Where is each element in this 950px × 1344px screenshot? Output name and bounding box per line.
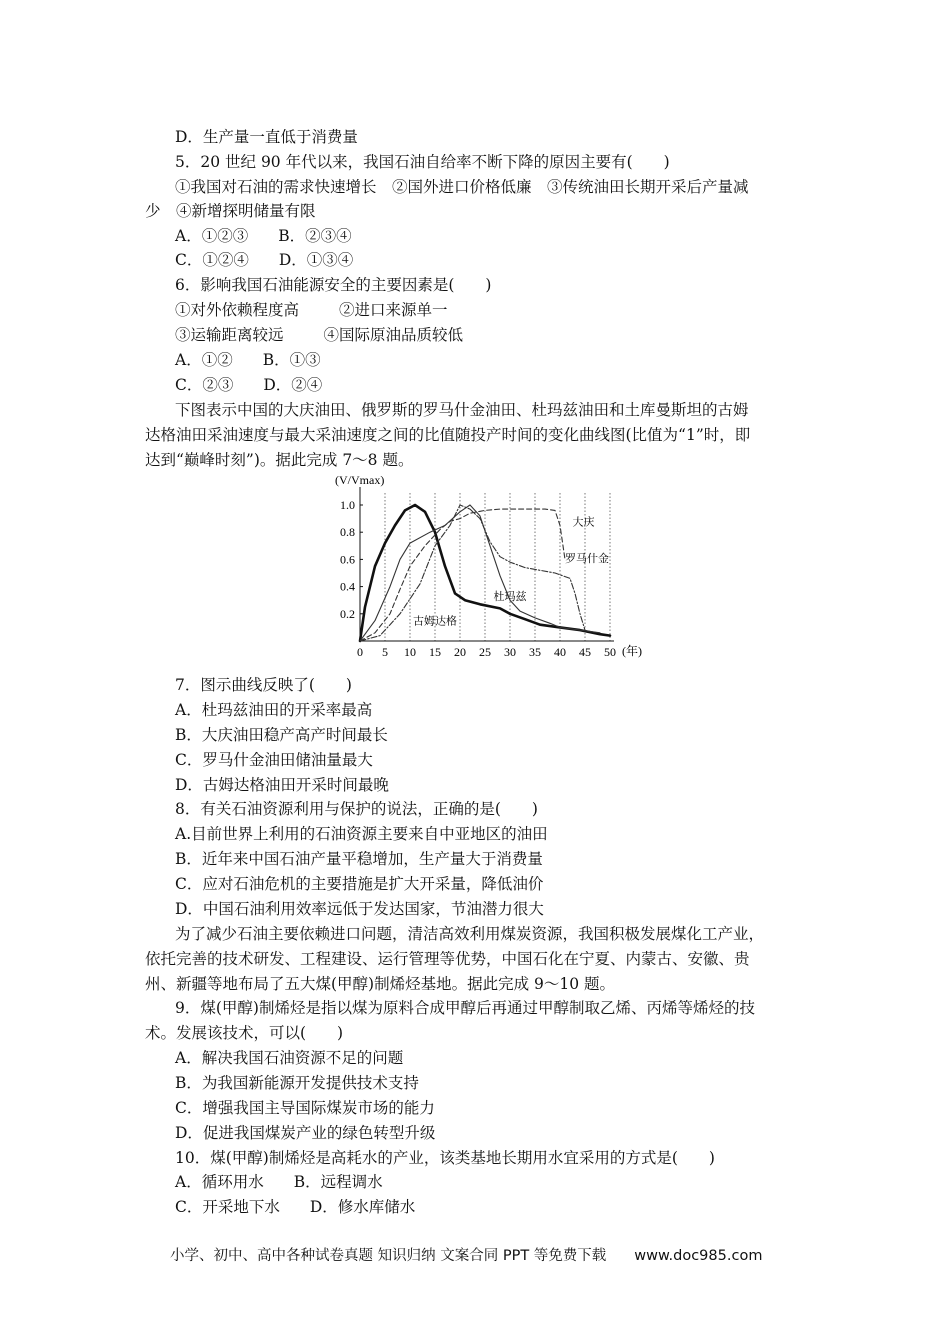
q5-option-d: D．①③④ bbox=[278, 251, 354, 269]
q5-option-a: A．①②③ bbox=[175, 227, 249, 245]
q9-option-b: B．为我国新能源开发提供技术支持 bbox=[175, 1074, 419, 1092]
oilfield-chart bbox=[325, 470, 655, 665]
x-tick-label: 45 bbox=[579, 645, 591, 659]
q10-options-ab bbox=[175, 1171, 383, 1193]
q5-option-c: C．①②④ bbox=[175, 251, 249, 269]
x-tick-label: 35 bbox=[529, 645, 541, 659]
y-tick-label: 0.4 bbox=[340, 579, 355, 594]
y-tick-label: 1.0 bbox=[340, 498, 355, 512]
q6-statement-2: ②进口来源单一 bbox=[339, 301, 448, 319]
x-tick-label: 20 bbox=[454, 645, 466, 659]
series-label: 古姆达格 bbox=[413, 614, 457, 628]
series-label: 杜玛兹 bbox=[493, 590, 527, 604]
q7-option-b: B．大庆油田稳产高产时间最长 bbox=[175, 726, 388, 744]
x-tick-label: 5 bbox=[382, 645, 388, 659]
q5-stem: 5．20 世纪 90 年代以来，我国石油自给率不断下降的原因主要有( ) bbox=[175, 153, 670, 171]
q10-stem: 10．煤(甲醇)制烯烃是高耗水的产业，该类基地长期用水宜采用的方式是( ) bbox=[175, 1149, 715, 1167]
q6-statement-3: ③运输距离较远 bbox=[175, 326, 284, 344]
q6-statements-1 bbox=[175, 299, 448, 321]
x-tick-label: 30 bbox=[504, 645, 516, 659]
q9-stem-2: 术。发展该技术，可以( ) bbox=[145, 1024, 344, 1042]
intro910-line3: 州、新疆等地布局了五大煤(甲醇)制烯烃基地。据此完成 9～10 题。 bbox=[145, 975, 616, 993]
q6-option-a: A．①② bbox=[175, 351, 233, 369]
x-tick-label: 50 bbox=[604, 645, 616, 659]
q6-option-b: B．①③ bbox=[262, 351, 321, 369]
q10-option-d: D．修水库储水 bbox=[309, 1198, 416, 1216]
q7-option-d: D．古姆达格油田开采时间最晚 bbox=[175, 776, 389, 794]
q6-statement-1: ①对外依赖程度高 bbox=[175, 301, 300, 319]
intro78-line2: 达格油田采油速度与最大采油速度之间的比值随投产时间的变化曲线图(比值为“1”时，即 bbox=[145, 426, 751, 444]
q9-option-c: C．增强我国主导国际煤炭市场的能力 bbox=[175, 1099, 435, 1117]
y-tick-label: 0.8 bbox=[340, 525, 355, 540]
q10-options-cd bbox=[175, 1196, 415, 1218]
q6-stem: 6．影响我国石油能源安全的主要因素是( ) bbox=[175, 276, 492, 294]
q10-option-a: A．循环用水 bbox=[175, 1173, 264, 1191]
q9-option-d: D．促进我国煤炭产业的绿色转型升级 bbox=[175, 1124, 436, 1142]
q8-option-a: A.目前世界上利用的石油资源主要来自中亚地区的油田 bbox=[175, 825, 548, 843]
q5-statements-2: 少 ④新增探明储量有限 bbox=[145, 202, 316, 220]
y-axis-label: (V/Vmax) bbox=[335, 473, 385, 487]
footer-text: 小学、初中、高中各种试卷真题 知识归纳 文案合同 PPT 等免费下载 bbox=[170, 1248, 607, 1264]
q4-option-d: D．生产量一直低于消费量 bbox=[175, 128, 358, 146]
x-tick-label: 40 bbox=[554, 645, 566, 659]
q6-option-d: D．②④ bbox=[263, 376, 323, 394]
q10-option-b: B．远程调水 bbox=[293, 1173, 383, 1191]
q7-option-a: A．杜玛兹油田的开采率最高 bbox=[175, 701, 373, 719]
q6-options-cd bbox=[175, 374, 322, 396]
q8-option-b: B．近年来中国石油产量平稳增加，生产量大于消费量 bbox=[175, 850, 543, 868]
intro78-line1: 下图表示中国的大庆油田、俄罗斯的罗马什金油田、杜玛兹油田和土库曼斯坦的古姆 bbox=[175, 401, 749, 419]
intro78-line3: 达到“巅峰时刻”)。据此完成 7～8 题。 bbox=[145, 451, 414, 469]
q7-stem: 7．图示曲线反映了( ) bbox=[175, 676, 352, 694]
q7-option-c: C．罗马什金油田储油量最大 bbox=[175, 751, 373, 769]
x-tick-label: 25 bbox=[479, 645, 491, 659]
y-tick-label: 0.6 bbox=[340, 552, 355, 567]
q5-option-b: B．②③④ bbox=[278, 227, 352, 245]
series-label: 大庆 bbox=[572, 515, 595, 529]
q8-option-c: C．应对石油危机的主要措施是扩大开采量，降低油价 bbox=[175, 875, 544, 893]
footer-site-link[interactable]: www.doc985.com bbox=[634, 1248, 763, 1264]
intro910-line2: 依托完善的技术研发、工程建设、运行管理等优势，中国石化在宁夏、内蒙古、安徽、贵 bbox=[145, 950, 750, 968]
q5-options-cd bbox=[175, 249, 353, 271]
x-tick-label: 15 bbox=[429, 645, 441, 659]
x-tick-label: 0 bbox=[357, 645, 363, 659]
q9-stem-1: 9．煤(甲醇)制烯烃是指以煤为原料合成甲醇后再通过甲醇制取乙烯、丙烯等烯烃的技 bbox=[175, 999, 755, 1017]
q8-stem: 8．有关石油资源利用与保护的说法，正确的是( ) bbox=[175, 800, 538, 818]
q6-option-c: C．②③ bbox=[175, 376, 234, 394]
q5-statements-1: ①我国对石油的需求快速增长 ②国外进口价格低廉 ③传统油田长期开采后产量减 bbox=[175, 178, 749, 196]
q5-options-ab bbox=[175, 225, 352, 247]
x-axis-label: (年) bbox=[622, 644, 642, 658]
q8-option-d: D．中国石油利用效率远低于发达国家，节油潜力很大 bbox=[175, 900, 544, 918]
q6-statements-2 bbox=[175, 324, 463, 346]
footer bbox=[170, 1244, 762, 1265]
x-tick-label: 10 bbox=[404, 645, 416, 659]
q10-option-c: C．开采地下水 bbox=[175, 1198, 280, 1216]
q9-option-a: A．解决我国石油资源不足的问题 bbox=[175, 1049, 404, 1067]
y-tick-label: 0.2 bbox=[340, 606, 355, 621]
intro910-line1: 为了减少石油主要依赖进口问题，清洁高效利用煤炭资源，我国积极发展煤化工产业， bbox=[175, 925, 765, 943]
q6-statement-4: ④国际原油品质较低 bbox=[323, 326, 464, 344]
q6-options-ab bbox=[175, 349, 321, 371]
series-label: 罗马什金 bbox=[565, 552, 609, 566]
